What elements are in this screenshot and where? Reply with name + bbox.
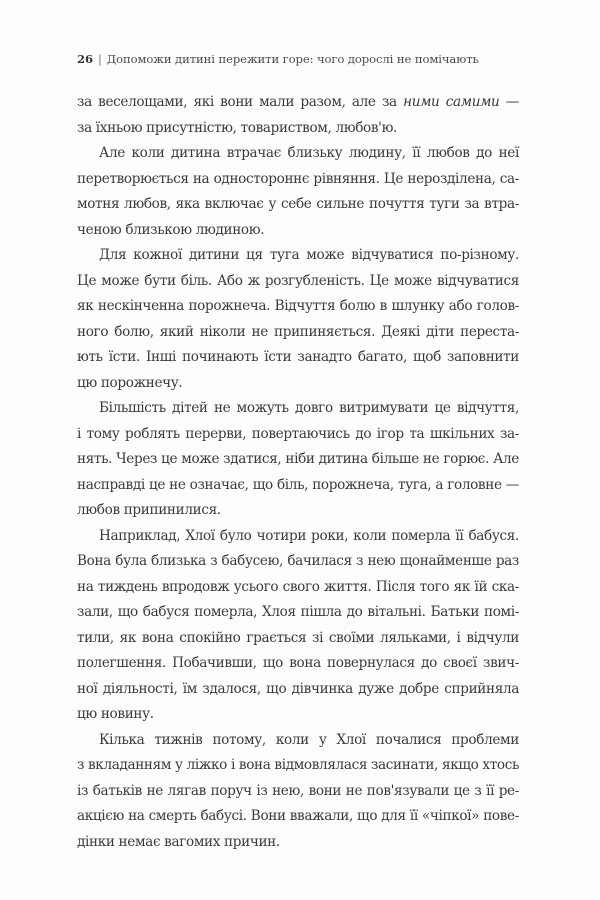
- paragraph: [77, 728, 519, 856]
- text-line: акцією на смерть бабусі. Вони вважали, що для її «чіпкої» пове-: [77, 808, 519, 824]
- text-line: за їхньою присутністю, товариством, любов'ю.: [77, 119, 398, 136]
- text-line: Кілька тижнів потому, коли у Хлої почалися проблеми: [99, 731, 519, 748]
- paragraph: [77, 524, 519, 728]
- text-line: насправді це не означає, що біль, порожнеча, туга, а головне —: [77, 476, 519, 493]
- text-line: Наприклад, Хлої було чотири роки, коли померла її бабуся.: [99, 527, 519, 544]
- text-line: на тиждень впродовж усього свого життя. Після того як їй ска-: [77, 578, 519, 595]
- paragraph: [77, 396, 519, 524]
- text-line: і тому роблять перерви, повертаючись до ігор та шкільних за-: [77, 425, 519, 442]
- text-line: з вкладанням у ліжко і вона відмовлялася засинати, якщо хтось: [77, 757, 519, 773]
- text-line: дінки немає вагомих причин.: [77, 833, 280, 850]
- page-number: 26: [77, 52, 93, 66]
- text-line: Більшість дітей не можуть довго витримувати це відчуття,: [99, 400, 519, 416]
- text-line: зали, що бабуся померла, Хлоя пішла до вітальні. Батьки помі-: [77, 604, 519, 620]
- paragraph: [77, 141, 519, 243]
- running-header: [77, 52, 479, 66]
- text-line: цю новину.: [77, 706, 154, 722]
- paragraph: [77, 243, 519, 396]
- text-line: ють їсти. Інші починають їсти занадто багато, щоб заповнити: [77, 349, 519, 365]
- text-line: ного болю, який ніколи не припиняється. Деякі діти переста-: [77, 323, 519, 340]
- text-line: ченою близькою людиною.: [77, 221, 265, 238]
- text-line: тили, як вона спокійно грається зі своїми ляльками, і відчули: [77, 629, 519, 646]
- text-line: Вона була близька з бабусею, бачилася з нею щонайменше раз: [77, 553, 519, 569]
- text-line: любов припинилися.: [77, 502, 221, 518]
- text-line: із батьків не лягав поруч із нею, вони не пов'язували це з її ре-: [77, 782, 519, 799]
- italic-emphasis: ними самими: [403, 94, 500, 110]
- text-line: як нескінченна порожнеча. Відчуття болю в шлунку або голов-: [77, 298, 519, 314]
- text-line: перетворюється на одностороннє рівняння. Це нерозділена, са-: [77, 170, 519, 187]
- text-line: Для кожної дитини ця туга може відчуватися по-різному.: [99, 247, 519, 263]
- text-line: полегшення. Побачивши, що вона повернулася до своєї звич-: [77, 655, 519, 671]
- book-title: Допоможи дитині пережити горе: чого дорослі не помічають: [106, 52, 479, 66]
- text-line: ної діяльності, їм здалося, що дівчинка дуже добре сприйняла: [77, 680, 519, 697]
- text-line: за веселощами, які вони мали разом, але за ними самими —: [77, 94, 519, 110]
- paragraph: [77, 90, 519, 141]
- text-line: нять. Через це може здатися, ніби дитина більше не горює. Але: [77, 451, 519, 467]
- body-text: [77, 90, 519, 855]
- text-line: цю порожнечу.: [77, 374, 183, 391]
- text-line: Це може бути біль. Або ж розгубленість. Це може відчуватися: [77, 272, 519, 289]
- text-line: Але коли дитина втрачає близьку людину, її любов до неї: [99, 145, 519, 161]
- text-line: мотня любов, яка включає у себе сильне почуття туги за втра-: [77, 196, 519, 212]
- header-separator: |: [97, 52, 102, 66]
